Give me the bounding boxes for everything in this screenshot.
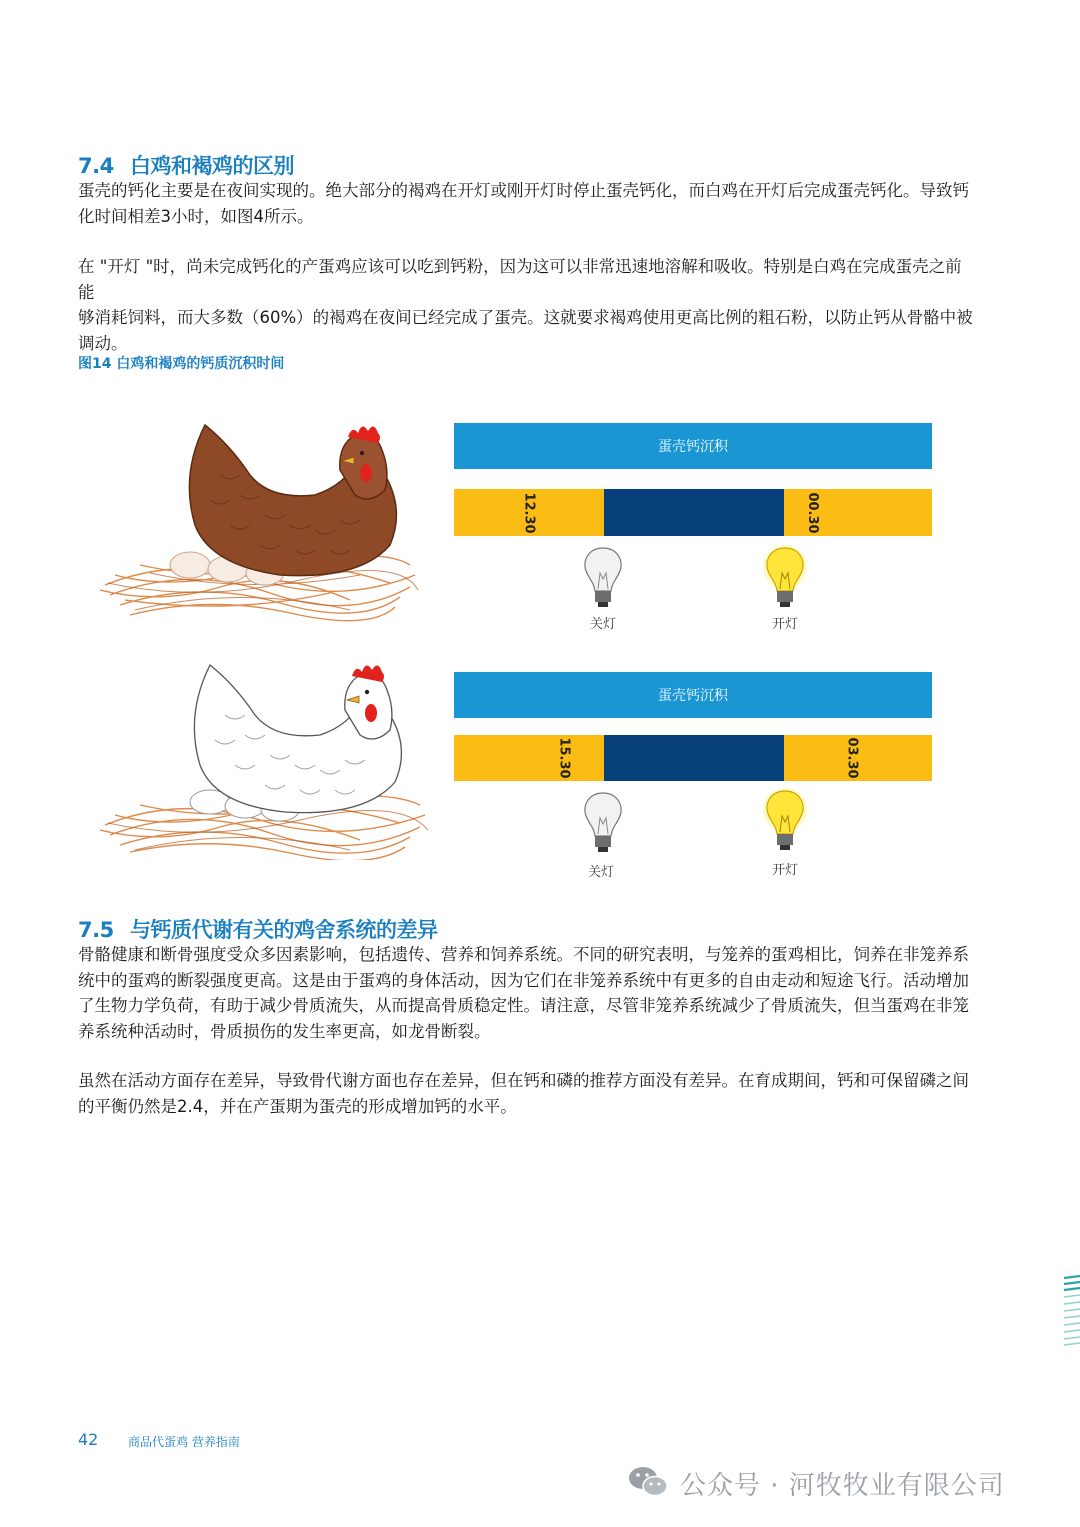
section-title: 与钙质代谢有关的鸡舍系统的差异 [130, 918, 438, 942]
brown-hen-illustration [100, 415, 420, 625]
section-7-4-heading [78, 150, 294, 180]
section-7-5-paragraph-1 [78, 942, 978, 1044]
watermark-text: 公众号 · 河牧牧业有限公司 [680, 1471, 1005, 1501]
white-post-deposition-segment [784, 735, 932, 781]
text-line: 蛋壳的钙化主要是在夜间实现的。绝大部分的褐鸡在开灯或刚开灯时停止蛋壳钙化，而白鸡在开灯后完成蛋壳钙化。导致钙 [78, 181, 969, 200]
brown-deposition-segment [604, 489, 784, 536]
light-bulb-on-icon [762, 545, 808, 611]
white-end-time: 03.30 [844, 737, 860, 779]
section-number: 7.4 [78, 154, 114, 178]
brown-post-deposition-segment [784, 489, 932, 536]
light-bulb-off-icon [582, 790, 624, 856]
text-line: 调动。 [78, 333, 128, 353]
brown-calcium-bar-title: 蛋壳钙沉积 [454, 423, 932, 469]
section-7-4-paragraph-2 [78, 254, 978, 356]
brown-timeline [454, 489, 932, 536]
text-line: 的平衡仍然是2.4，并在产蛋期为蛋壳的形成增加钙的水平。 [78, 1096, 517, 1116]
light-bulb-off-icon [582, 545, 624, 611]
text-line: 养系统种活动时，骨质损伤的发生率更高，如龙骨断裂。 [78, 1021, 491, 1041]
section-7-5-paragraph-2 [78, 1068, 978, 1119]
page-number: 42 [78, 1430, 99, 1449]
section-7-4-paragraph-1 [78, 178, 978, 229]
section-number: 7.5 [78, 918, 114, 942]
text-line: 虽然在活动方面存在差异，导致骨代谢方面也存在差异，但在钙和磷的推荐方面没有差异。在育成期间，钙和可保留磷之间 [78, 1071, 969, 1090]
white-lights-off-label: 关灯 [587, 865, 614, 880]
light-bulb-on-icon [762, 788, 808, 854]
wechat-icon [627, 1464, 669, 1500]
brown-pre-deposition-segment [454, 489, 604, 536]
section-7-5-heading [78, 914, 438, 944]
figure-caption: 图14 白鸡和褐鸡的钙质沉积时间 [78, 356, 285, 372]
text-line: 骨骼健康和断骨强度受众多因素影响，包括遗传、营养和饲养系统。不同的研究表明，与笼养的蛋鸡相比，饲养在非笼养系 [78, 945, 969, 964]
text-line: 化时间相差3小时，如图4所示。 [78, 206, 314, 226]
white-timeline [454, 735, 932, 781]
text-line: 在 "开灯 "时，尚未完成钙化的产蛋鸡应该可以吃到钙粉，因为这可以非常迅速地溶解和吸收。特别是白鸡在完成蛋壳之前能 [78, 257, 962, 302]
white-calcium-bar-title: 蛋壳钙沉积 [454, 672, 932, 718]
brown-start-time: 12.30 [521, 491, 537, 534]
text-line: 了生物力学负荷，有助于减少骨质流失，从而提高骨质稳定性。请注意，尽管非笼养系统减少了骨质流失，但当蛋鸡在非笼 [78, 996, 969, 1015]
footer-document-title: 商品代蛋鸡 营养指南 [128, 1435, 240, 1449]
white-hen-illustration [100, 660, 430, 860]
section-title: 白鸡和褐鸡的区别 [130, 154, 294, 178]
white-pre-deposition-segment [454, 735, 604, 781]
text-line: 够消耗饲料，而大多数（60%）的褐鸡在夜间已经完成了蛋壳。这就要求褐鸡使用更高比例的粗石粉，以防止钙从骨骼中被 [78, 308, 973, 327]
brown-lights-off-label: 关灯 [589, 617, 616, 632]
text-line: 统中的蛋鸡的断裂强度更高。这是由于蛋鸡的身体活动，因为它们在非笼养系统中有更多的自由走动和短途飞行。活动增加 [78, 970, 969, 990]
brown-lights-on-label: 开灯 [771, 617, 798, 632]
white-lights-on-label: 开灯 [771, 863, 798, 878]
decorative-stripes [1062, 1275, 1080, 1347]
white-deposition-segment [604, 735, 784, 781]
brown-end-time: 00.30 [805, 491, 821, 534]
white-start-time: 15.30 [556, 737, 572, 779]
